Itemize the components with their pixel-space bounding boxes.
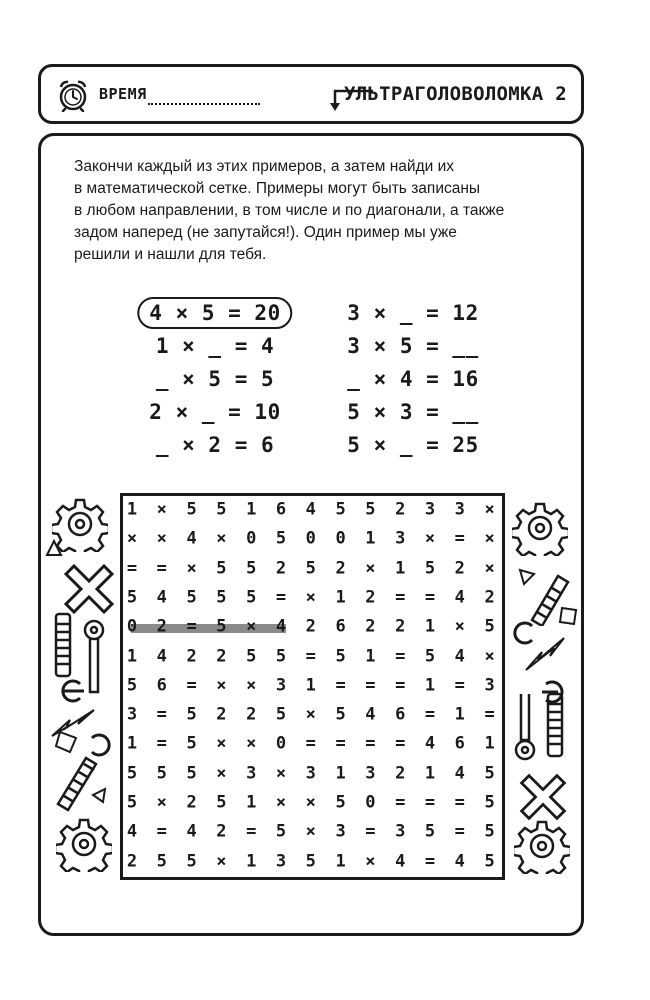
grid-cell[interactable]: 1 [454, 704, 465, 725]
grid-cell[interactable]: × [484, 499, 495, 520]
grid-cell[interactable]: 4 [365, 704, 376, 725]
instruction-line: задом наперед (не запутайся!). Один пример мы уже [74, 224, 457, 241]
grid-cell[interactable]: 2 [365, 587, 376, 608]
bolt-icon [512, 690, 538, 762]
grid-cell[interactable]: = [126, 558, 138, 579]
grid-cell[interactable]: = [395, 733, 406, 754]
grid-cell[interactable]: = [454, 675, 465, 696]
grid-cell[interactable]: 5 [216, 558, 227, 579]
grid-cell[interactable]: 6 [395, 704, 406, 725]
grid-cell[interactable]: 1 [484, 733, 495, 754]
example: 5 × 3 = __ [347, 400, 479, 424]
grid-cell[interactable]: × [156, 499, 167, 520]
grid-cell[interactable]: × [365, 558, 376, 579]
grid-cell[interactable]: × [216, 675, 227, 696]
grid-cell[interactable]: 0 [246, 528, 257, 549]
grid-cell[interactable]: 5 [216, 587, 227, 608]
time-input-line[interactable] [148, 103, 260, 105]
grid-cell[interactable]: × [305, 704, 316, 725]
grid-cell[interactable]: 5 [335, 499, 346, 520]
grid-cell[interactable]: 1 [246, 499, 257, 520]
grid-cell[interactable]: 1 [126, 733, 138, 754]
grid-cell[interactable]: × [305, 792, 316, 813]
grid-cell[interactable]: = [365, 733, 376, 754]
grid-cell[interactable]: 0 [365, 792, 376, 813]
grid-cell[interactable]: 5 [335, 792, 346, 813]
grid-cell[interactable]: 2 [365, 616, 376, 637]
grid-cell[interactable]: × [454, 616, 465, 637]
solved-example: 4 × 5 = 20 [137, 297, 292, 329]
grid-cell[interactable]: 4 [186, 528, 197, 549]
grid-cell[interactable]: = [454, 821, 465, 842]
grid-cell[interactable]: 2 [156, 616, 167, 637]
grid-cell[interactable]: 2 [216, 704, 227, 725]
grid-cell[interactable]: 5 [156, 851, 167, 872]
grid-cell[interactable]: × [305, 587, 316, 608]
grid-cell[interactable]: 1 [335, 851, 346, 872]
grid-cell[interactable]: 4 [454, 646, 465, 666]
grid-cell[interactable]: × [275, 763, 287, 784]
grid-cell[interactable]: 0 [335, 528, 346, 549]
grid-cell[interactable]: 5 [126, 763, 138, 784]
grid-cell[interactable]: = [156, 704, 167, 725]
grid-cell[interactable]: 3 [484, 675, 495, 696]
grid-cell[interactable]: 5 [246, 558, 257, 579]
grid-cell[interactable]: × [156, 792, 167, 813]
instructions [74, 156, 554, 266]
grid-cell[interactable]: = [454, 792, 465, 813]
grid-cell[interactable]: 1 [335, 587, 346, 608]
grid-cell[interactable]: = [186, 675, 197, 696]
example: 3 × _ = 12 [347, 301, 479, 325]
grid-cell[interactable]: × [216, 851, 227, 872]
grid-cell[interactable]: 1 [246, 851, 257, 872]
grid-cell[interactable]: 1 [395, 558, 406, 579]
lightning-icon [520, 634, 570, 674]
alarm-clock-icon [56, 78, 90, 112]
grid-cell[interactable]: 2 [305, 616, 316, 637]
grid-cell[interactable]: × [246, 616, 257, 637]
grid-cell[interactable]: 4 [186, 821, 197, 842]
grid-cell[interactable]: 5 [275, 704, 287, 725]
grid-cell[interactable]: 5 [126, 587, 138, 608]
grid-cell[interactable]: 4 [305, 499, 316, 520]
grid-cell[interactable]: × [424, 528, 436, 549]
grid-cell[interactable]: × [216, 528, 227, 549]
grid-cell[interactable]: 3 [395, 528, 406, 549]
grid-cell[interactable]: = [275, 587, 287, 608]
grid-cell[interactable]: 5 [484, 821, 495, 842]
grid-cell[interactable]: = [305, 646, 316, 666]
grid-cell[interactable]: 5 [275, 646, 287, 666]
grid-cell[interactable]: 2 [484, 587, 495, 608]
grid-cell[interactable]: = [156, 558, 167, 579]
grid-cell[interactable]: × [246, 675, 257, 696]
grid-cell[interactable]: 2 [186, 792, 197, 813]
grid-cell[interactable]: × [246, 733, 257, 754]
grid-cell[interactable]: = [335, 675, 346, 696]
grid-cell[interactable]: 5 [186, 499, 197, 520]
grid-cell[interactable]: 3 [395, 821, 406, 842]
grid-cell[interactable]: 5 [335, 704, 346, 725]
grid-cell[interactable]: 1 [424, 675, 436, 696]
grid-cell[interactable]: 3 [275, 851, 287, 872]
grid-cell[interactable]: = [365, 821, 376, 842]
grid-cell[interactable]: = [484, 704, 495, 725]
instruction-line: в любом направлении, в том числе и по диагонали, а также [74, 202, 505, 219]
cross-icon [516, 770, 570, 824]
gear-icon [56, 816, 112, 872]
grid-cell[interactable]: 6 [156, 675, 167, 696]
grid-cell[interactable]: 5 [275, 528, 287, 549]
grid-cell[interactable]: 0 [275, 733, 287, 754]
grid-cell[interactable]: 1 [126, 499, 138, 520]
grid-cell[interactable]: 5 [216, 616, 227, 637]
grid-cell[interactable]: 3 [365, 763, 376, 784]
grid-cell[interactable]: 4 [156, 646, 167, 666]
instruction-line: Закончи каждый из этих примеров, а затем найди их [74, 158, 454, 175]
grid-cell[interactable]: = [305, 733, 316, 754]
example: _ × 2 = 6 [155, 433, 275, 457]
grid-cell[interactable]: × [275, 792, 287, 813]
grid-cell[interactable]: 4 [454, 587, 465, 608]
header-bar [38, 64, 584, 124]
grid-cell[interactable]: 4 [454, 763, 465, 784]
grid-cell[interactable]: 2 [454, 558, 465, 579]
grid-cell[interactable]: 5 [216, 792, 227, 813]
grid-cell[interactable]: 5 [484, 792, 495, 813]
grid-cell[interactable]: 1 [365, 646, 376, 666]
grid-cell[interactable]: = [424, 851, 436, 872]
grid-cell[interactable]: = [335, 733, 346, 754]
grid-cell[interactable]: = [395, 675, 406, 696]
grid-cell[interactable]: 5 [275, 821, 287, 842]
puzzle-title: УЛЬТРАГОЛОВОЛОМКА 2 [343, 83, 567, 105]
wrench-icon [50, 676, 86, 706]
grid-cell[interactable]: 5 [424, 558, 436, 579]
grid-cell[interactable]: × [156, 528, 167, 549]
grid-cell[interactable]: 2 [216, 821, 227, 842]
grid-cell[interactable]: 1 [365, 528, 376, 549]
grid-cell[interactable]: 3 [305, 763, 316, 784]
grid-cell[interactable]: 5 [335, 646, 346, 666]
grid-cell[interactable]: = [424, 704, 436, 725]
grid-cell[interactable]: × [484, 558, 495, 579]
grid-cell[interactable]: 4 [156, 587, 167, 608]
grid-cell[interactable]: 4 [454, 851, 465, 872]
screw-icon [52, 610, 74, 680]
grid-cell[interactable]: 2 [395, 616, 406, 637]
square-icon [556, 604, 580, 628]
grid-cell[interactable]: × [216, 733, 227, 754]
grid-cell[interactable]: 5 [484, 616, 495, 637]
grid-cell[interactable]: 2 [395, 499, 406, 520]
grid-cell[interactable]: 2 [126, 851, 138, 872]
grid-cell[interactable]: 1 [424, 616, 436, 637]
grid-cell[interactable]: 4 [424, 733, 436, 754]
grid-cell[interactable]: 6 [275, 499, 287, 520]
grid-cell[interactable]: 5 [365, 499, 376, 520]
grid-cell[interactable]: × [186, 558, 197, 579]
grid-cell[interactable]: = [424, 792, 436, 813]
grid-cell[interactable]: 5 [246, 646, 257, 666]
grid-cell[interactable]: 5 [186, 733, 197, 754]
grid-cell[interactable]: 3 [335, 821, 346, 842]
grid-cell[interactable]: × [126, 528, 138, 549]
grid-cell[interactable]: 4 [126, 821, 138, 842]
grid-cell[interactable]: = [365, 675, 376, 696]
grid-cell[interactable]: 2 [246, 704, 257, 725]
grid-cell[interactable]: 1 [424, 763, 436, 784]
instruction-line: в математической сетке. Примеры могут быть записаны [74, 180, 481, 197]
grid-cell[interactable]: 1 [305, 675, 316, 696]
grid-cell[interactable]: = [156, 733, 167, 754]
grid-cell[interactable]: 5 [186, 704, 197, 725]
grid-cell[interactable]: 5 [216, 499, 227, 520]
example: 5 × _ = 25 [347, 433, 479, 457]
grid-cell[interactable]: 3 [275, 675, 287, 696]
example: 1 × _ = 4 [155, 334, 275, 358]
triangle-icon [90, 786, 108, 804]
grid-cell[interactable]: 4 [275, 616, 287, 637]
grid-cell[interactable]: 5 [424, 646, 436, 666]
grid-cell[interactable]: × [484, 646, 495, 666]
grid-cell[interactable]: 5 [246, 587, 257, 608]
grid-cell[interactable]: × [484, 528, 495, 549]
grid-cell[interactable]: 3 [454, 499, 465, 520]
example: 3 × 5 = __ [347, 334, 479, 358]
grid-cell[interactable]: 5 [126, 675, 138, 696]
grid-cell[interactable]: 2 [186, 646, 197, 666]
grid-cell[interactable]: = [424, 587, 436, 608]
gear-icon [512, 500, 568, 556]
gear-icon [514, 818, 570, 874]
screw-icon [544, 690, 566, 760]
grid-cell[interactable]: 5 [424, 821, 436, 842]
example: 2 × _ = 10 [149, 400, 281, 424]
grid-cell[interactable]: 1 [246, 792, 257, 813]
time-label: ВРЕМЯ [99, 85, 147, 103]
grid-cell[interactable]: 2 [335, 558, 346, 579]
grid-cell[interactable]: = [395, 792, 406, 813]
triangle-icon [44, 538, 64, 558]
example: _ × 4 = 16 [347, 367, 479, 391]
grid-cell[interactable]: 5 [126, 792, 138, 813]
grid-cell[interactable]: 2 [275, 558, 287, 579]
grid-cell[interactable]: 6 [335, 616, 346, 637]
grid-cell[interactable]: 5 [484, 763, 495, 784]
grid-cell[interactable]: 5 [305, 558, 316, 579]
grid-cell[interactable]: = [454, 528, 465, 549]
grid-cell[interactable]: × [216, 763, 227, 784]
grid-cell[interactable]: 3 [424, 499, 436, 520]
grid-cell[interactable]: 6 [454, 733, 465, 754]
grid-cell[interactable]: 4 [395, 851, 406, 872]
instruction-line: решили и нашли для тебя. [74, 246, 267, 263]
grid-cell[interactable]: 1 [335, 763, 346, 784]
grid-cell[interactable]: 5 [186, 851, 197, 872]
grid-cell[interactable]: 2 [216, 646, 227, 666]
grid-cell[interactable]: 5 [305, 851, 316, 872]
grid-cell[interactable]: = [395, 646, 406, 666]
grid-cell[interactable]: × [305, 821, 316, 842]
grid-cell[interactable]: 3 [246, 763, 257, 784]
grid-cell[interactable]: 0 [126, 616, 138, 637]
grid-cell[interactable]: 1 [126, 646, 138, 666]
grid-cell[interactable]: × [365, 851, 376, 872]
grid-cell[interactable]: = [156, 821, 167, 842]
example: _ × 5 = 5 [155, 367, 275, 391]
grid-cell[interactable]: = [395, 587, 406, 608]
grid-cell[interactable]: 5 [186, 587, 197, 608]
grid-cell[interactable]: 5 [484, 851, 495, 872]
grid-cell[interactable]: = [186, 616, 197, 637]
grid-cell[interactable]: 5 [156, 763, 167, 784]
grid-cell[interactable]: 3 [126, 704, 138, 725]
grid-cell[interactable]: 2 [395, 763, 406, 784]
grid-cell[interactable]: 5 [186, 763, 197, 784]
grid-cell[interactable]: 0 [305, 528, 316, 549]
grid-cell[interactable]: = [246, 821, 257, 842]
